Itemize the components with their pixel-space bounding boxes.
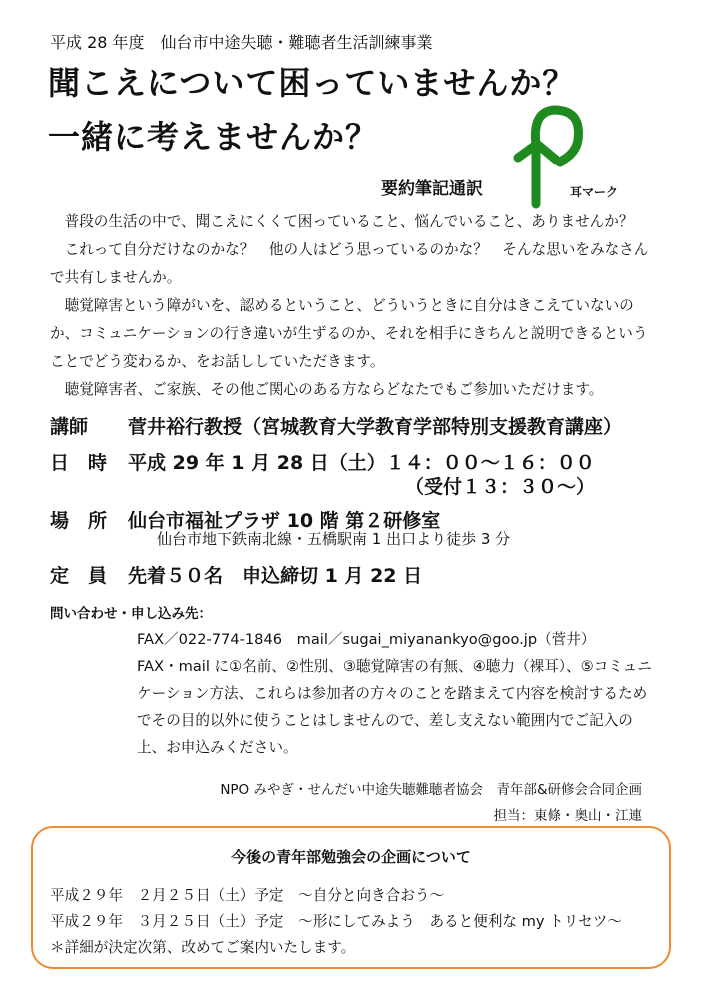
contact-title: 問い合わせ・申し込み先： — [50, 606, 212, 622]
datetime-value: 平成 29 年 1 月 28 日（土）１４：００～１６：００ — [128, 452, 595, 474]
capacity-row — [50, 561, 422, 588]
event-subtitle: 平成 28 年度 仙台市中途失聴・難聴者生活訓練事業 — [50, 33, 433, 52]
capacity-label: 定 員 — [50, 565, 108, 587]
future-events-note: ＊詳細が決定次第、改めてご案内いたします。 — [50, 939, 356, 956]
datetime-label: 日 時 — [50, 452, 108, 474]
future-events-title: 今後の青年部勉強会の企画について — [231, 848, 471, 866]
contact-instructions: FAX・mail に①名前、②性別、③聴覚障害の有無、④聴力（裸耳）、⑤コミュニケーション方法、これらは参加者の方々のことを踏まえて内容を検討するためでその目的以外に使うことはしませんので、差し支えない範囲内でご記入の上、お申込みください。 — [137, 658, 652, 756]
intro-paragraph: 普段の生活の中で、聞こえにくくて困っていること、悩んでいること、ありませんか？ — [64, 213, 634, 230]
intro-paragraph: 聴覚障害者、ご家族、その他ご関心のある方ならどなたでもご参加いただけます。 — [64, 381, 604, 398]
future-event-item: 平成２９年 ２月２５日（土）予定 ～自分と向き合おう～ — [50, 887, 445, 904]
lecturer-value: 菅井裕行教授（宮城教育大学教育学部特別支援教育講座） — [128, 416, 623, 438]
reception-time: （受付１３：３０～） — [405, 476, 596, 498]
main-title: 聞こえについて困っていませんか？ — [48, 64, 576, 102]
main-title-second-line: 一緒に考えませんか？ — [48, 118, 379, 156]
organizer: NPO みやぎ・せんだい中途失聴難聴者協会 青年部&研修会合同企画 — [220, 782, 642, 798]
contact-body — [137, 626, 657, 761]
future-event-item: 平成２９年 ３月２５日（土）予定 ～形にしてみよう あると便利な my トリセツ～ — [50, 913, 622, 930]
persons-in-charge: 担当：東條・奥山・江連 — [493, 808, 642, 824]
intro-paragraph: これって自分だけなのかな？ 他の人はどう思っているのかな？ そんな思いをみなさんで共有しませんか。 — [50, 241, 649, 286]
future-events-box — [31, 826, 671, 969]
venue-value: 仙台市福祉プラザ 10 階 第２研修室 — [128, 510, 441, 532]
transcription-label: 要約筆記通訳 — [381, 179, 483, 199]
venue-access: 仙台市地下鉄南北線・五橋駅南 1 出口より徒歩 3 分 — [157, 530, 511, 548]
intro-text — [50, 208, 650, 404]
datetime-row — [50, 448, 595, 475]
venue-label: 場 所 — [50, 510, 108, 532]
lecturer-label: 講師 — [50, 416, 89, 438]
ear-mark-caption: 耳マーク — [570, 185, 619, 199]
intro-paragraph: 聴覚障害という障がいを、認めるということ、どういうときに自分はきこえていないのか、コミュニケーションの行き違いが生ずるのか、それを相手にきちんと説明できるということでどう変わるか、をお話ししていただきます。 — [50, 297, 648, 370]
contact-fax-mail: FAX／022-774-1846 mail／sugai_miyanankyo@goo.jp（菅井） — [137, 631, 596, 648]
lecturer-row — [50, 412, 622, 439]
capacity-value: 先着５０名 申込締切 1 月 22 日 — [128, 565, 423, 587]
